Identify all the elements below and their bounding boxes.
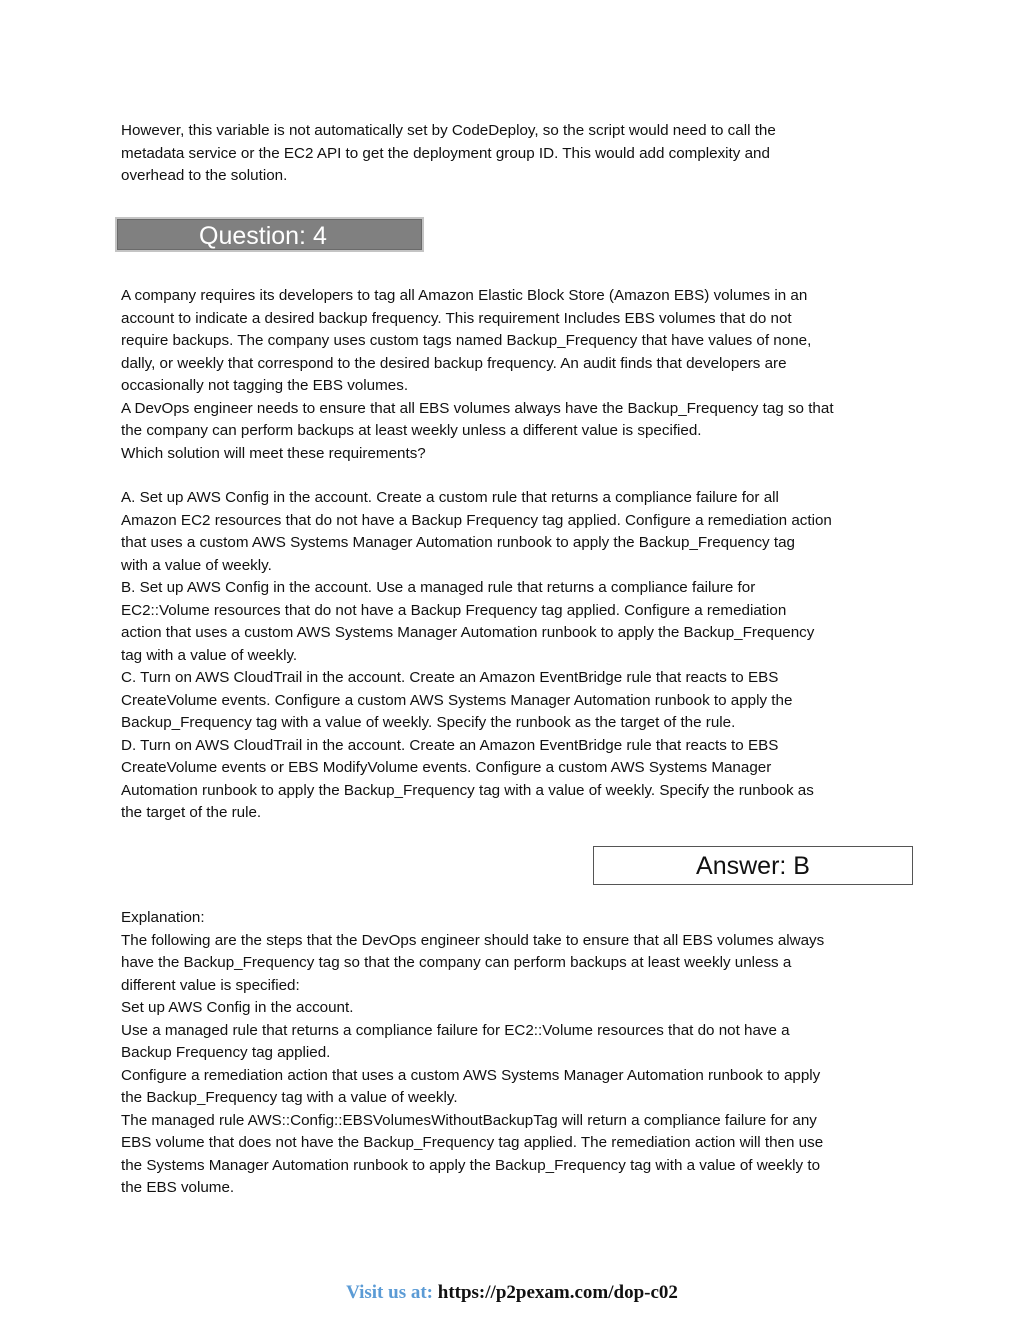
option-line: CreateVolume events. Configure a custom AWS Systems Manager Automation runbook to apply the — [121, 691, 793, 709]
footer — [0, 1282, 1024, 1304]
text-line: However, this variable is not automatically set by CodeDeploy, so the script would need to call the — [121, 122, 776, 139]
footer-visit-label: Visit us at: — [346, 1282, 433, 1303]
explanation — [121, 907, 911, 1200]
text-line: occasionally not tagging the EBS volumes. — [121, 377, 409, 394]
text-line: the Backup_Frequency tag with a value of weekly. — [121, 1089, 458, 1106]
text-line: the company can perform backups at least weekly unless a different value is specified. — [121, 422, 702, 439]
option-line: Backup_Frequency tag with a value of weekly. Specify the runbook as the target of the rule. — [121, 714, 736, 731]
intro-paragraph — [121, 120, 911, 188]
text-line: the EBS volume. — [121, 1179, 235, 1196]
text-line: different value is specified: — [121, 976, 300, 994]
option-line: C. Turn on AWS CloudTrail in the account. Create an Amazon EventBridge rule that reacts to EBS — [121, 669, 779, 686]
text-line: have the Backup_Frequency tag so that the company can perform backups at least weekly unless a — [121, 954, 792, 971]
option-line: B. Set up AWS Config in the account. Use a managed rule that returns a compliance failure for — [121, 579, 756, 596]
text-line: The following are the steps that the DevOps engineer should take to ensure that all EBS volumes always — [121, 931, 825, 949]
text-line: Explanation: — [121, 909, 205, 926]
option-line: CreateVolume events or EBS ModifyVolume events. Configure a custom AWS Systems Manager — [121, 759, 772, 776]
option-line: that uses a custom AWS Systems Manager Automation runbook to apply the Backup_Frequency tag — [121, 534, 795, 551]
option-line: tag with a value of weekly. — [121, 646, 298, 664]
option-line: with a value of weekly. — [121, 556, 272, 574]
option-line: D. Turn on AWS CloudTrail in the account. Create an Amazon EventBridge rule that reacts to EBS — [121, 736, 779, 754]
text-line: Configure a remediation action that uses a custom AWS Systems Manager Automation runbook to apply — [121, 1066, 821, 1084]
text-line: metadata service or the EC2 API to get the deployment group ID. This would add complexity and — [121, 144, 770, 162]
text-line: require backups. The company uses custom tags named Backup_Frequency that have values of none, — [121, 332, 812, 349]
text-line: Backup Frequency tag applied. — [121, 1044, 331, 1061]
text-line: account to indicate a desired backup frequency. This requirement Includes EBS volumes that do not — [121, 309, 792, 327]
text-line: dally, or weekly that correspond to the desired backup frequency. An audit finds that developers are — [121, 354, 787, 372]
option-line: Amazon EC2 resources that do not have a Backup Frequency tag applied. Configure a remediation action — [121, 511, 832, 529]
option-line: EC2::Volume resources that do not have a Backup Frequency tag applied. Configure a remediation — [121, 601, 787, 619]
text-line: Set up AWS Config in the account. — [121, 999, 354, 1016]
option-line: the target of the rule. — [121, 804, 262, 821]
option-line: action that uses a custom AWS Systems Manager Automation runbook to apply the Backup_Frequency — [121, 624, 815, 641]
answer-label: Answer: B — [696, 852, 810, 880]
option-line: A. Set up AWS Config in the account. Create a custom rule that returns a compliance failure for all — [121, 489, 779, 506]
text-line: Which solution will meet these requirements? — [121, 444, 426, 462]
answer-box — [593, 846, 913, 885]
question-text — [121, 285, 911, 465]
answer-options — [121, 487, 911, 825]
text-line: A DevOps engineer needs to ensure that all EBS volumes always have the Backup_Frequency tag so that — [121, 399, 834, 417]
text-line: EBS volume that does not have the Backup_Frequency tag applied. The remediation action will then use — [121, 1134, 824, 1151]
text-line: overhead to the solution. — [121, 167, 288, 184]
question-banner — [115, 217, 424, 252]
text-line: A company requires its developers to tag all Amazon Elastic Block Store (Amazon EBS) volumes in an — [121, 287, 808, 304]
text-line: the Systems Manager Automation runbook to apply the Backup_Frequency tag with a value of weekly to — [121, 1156, 821, 1174]
question-label: Question: 4 — [199, 222, 327, 250]
footer-url-link[interactable]: https://p2pexam.com/dop-c02 — [437, 1282, 678, 1303]
text-line: Use a managed rule that returns a compliance failure for EC2::Volume resources that do not have a — [121, 1021, 790, 1039]
text-line: The managed rule AWS::Config::EBSVolumesWithoutBackupTag will return a compliance failure for any — [121, 1111, 817, 1129]
option-line: Automation runbook to apply the Backup_Frequency tag with a value of weekly. Specify the runbook as — [121, 781, 814, 799]
